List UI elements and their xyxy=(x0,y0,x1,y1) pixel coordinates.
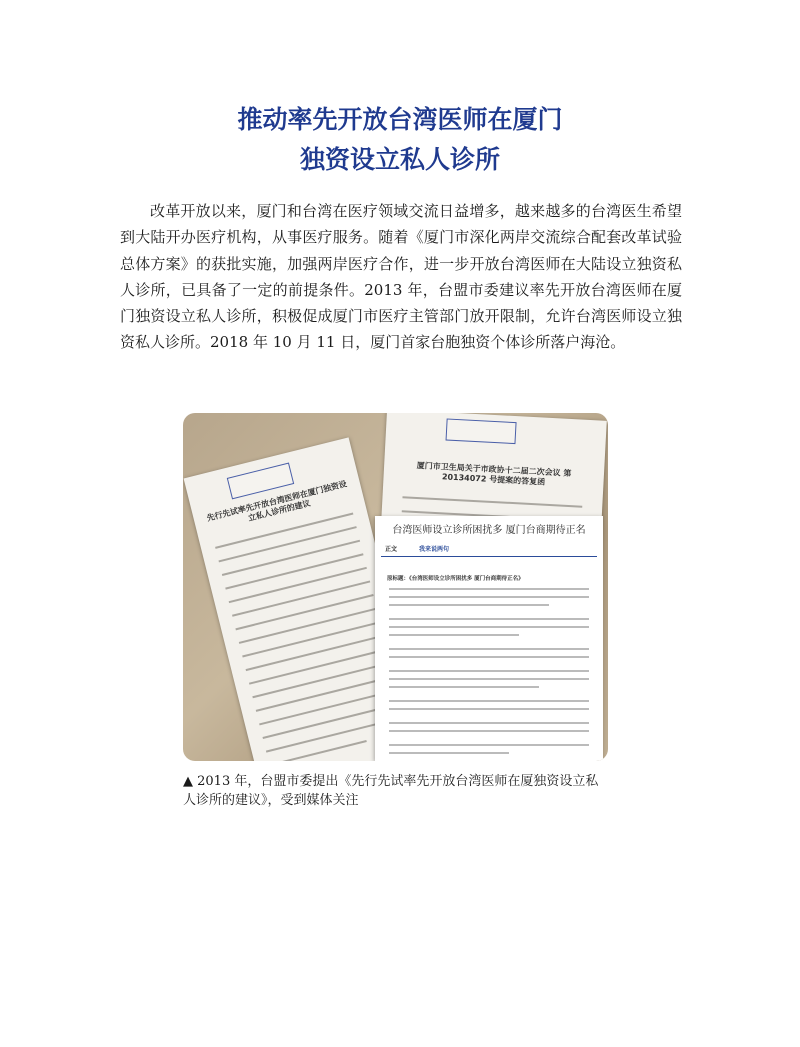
news-text-line xyxy=(389,744,589,746)
document-text-line xyxy=(269,740,367,761)
tab-article: 正文 xyxy=(385,546,398,553)
news-tabs xyxy=(381,544,597,557)
news-text-line xyxy=(389,708,589,710)
news-text-line xyxy=(389,634,519,636)
news-text-line xyxy=(389,604,549,606)
receipt-stamp xyxy=(446,418,517,444)
proposal-document-heading: 先行先试率先开放台湾医师在厦门独资设立私人诊所的建议 xyxy=(205,479,348,523)
article-paragraph: 改革开放以来，厦门和台湾在医疗领域交流日益增多，越来越多的台湾医生希望到大陆开办医疗机构，从事医疗服务。随着《厦门市深化两岸交流综合配套改革试验总体方案》的获批实施，加强两岸医疗合作，进一步开放台湾医师在大陆设立独资私人诊所，已具备了一定的前提条件。2013 年，台盟市委建议率先开放台湾医师在厦门独资设立私人诊所，积极促成厦门市医疗主管部门放开限制，允许台湾医师设立独资私人诊所。2018 年 10 月 11 日，厦门首家台胞独资个体诊所落户海沧。 xyxy=(120,202,682,352)
news-headline: 台湾医师设立诊所困扰多 厦门台商期待正名 xyxy=(392,525,586,536)
news-text-line xyxy=(389,588,589,590)
news-text-line xyxy=(389,618,589,620)
news-text-line xyxy=(389,730,589,732)
news-text-line xyxy=(389,678,589,680)
news-text-line xyxy=(389,596,589,598)
caption-text: 2013 年，台盟市委提出《先行先试率先开放台湾医师在厦独资设立私人诊所的建议》，受到媒体关注 xyxy=(183,774,599,808)
news-original-title: 原标题：《台湾医师设立诊所困扰多 厦门台商期待正名》 xyxy=(387,576,524,582)
news-text-line xyxy=(389,656,589,658)
news-text-line xyxy=(389,686,539,688)
article-title-line-2: 独资设立私人诊所 xyxy=(299,145,500,174)
document-text-line xyxy=(402,496,582,507)
news-text-line xyxy=(389,626,589,628)
photo-caption xyxy=(183,773,608,810)
news-text-line xyxy=(389,752,509,754)
document-photo xyxy=(183,413,608,761)
article-title-line-1: 推动率先开放台湾医师在厦门 xyxy=(237,105,563,134)
news-text-line xyxy=(389,648,589,650)
reply-letter-heading: 厦门市卫生局关于市政协十二届二次会议 第 20134072 号提案的答复函 xyxy=(416,460,572,487)
news-text-line xyxy=(389,700,589,702)
news-webpage-printout xyxy=(375,516,603,761)
caption-triangle-marker: ▲ xyxy=(183,774,193,789)
news-text-line xyxy=(389,670,589,672)
tab-comments: 我来说两句 xyxy=(419,546,450,553)
news-text-line xyxy=(389,722,589,724)
